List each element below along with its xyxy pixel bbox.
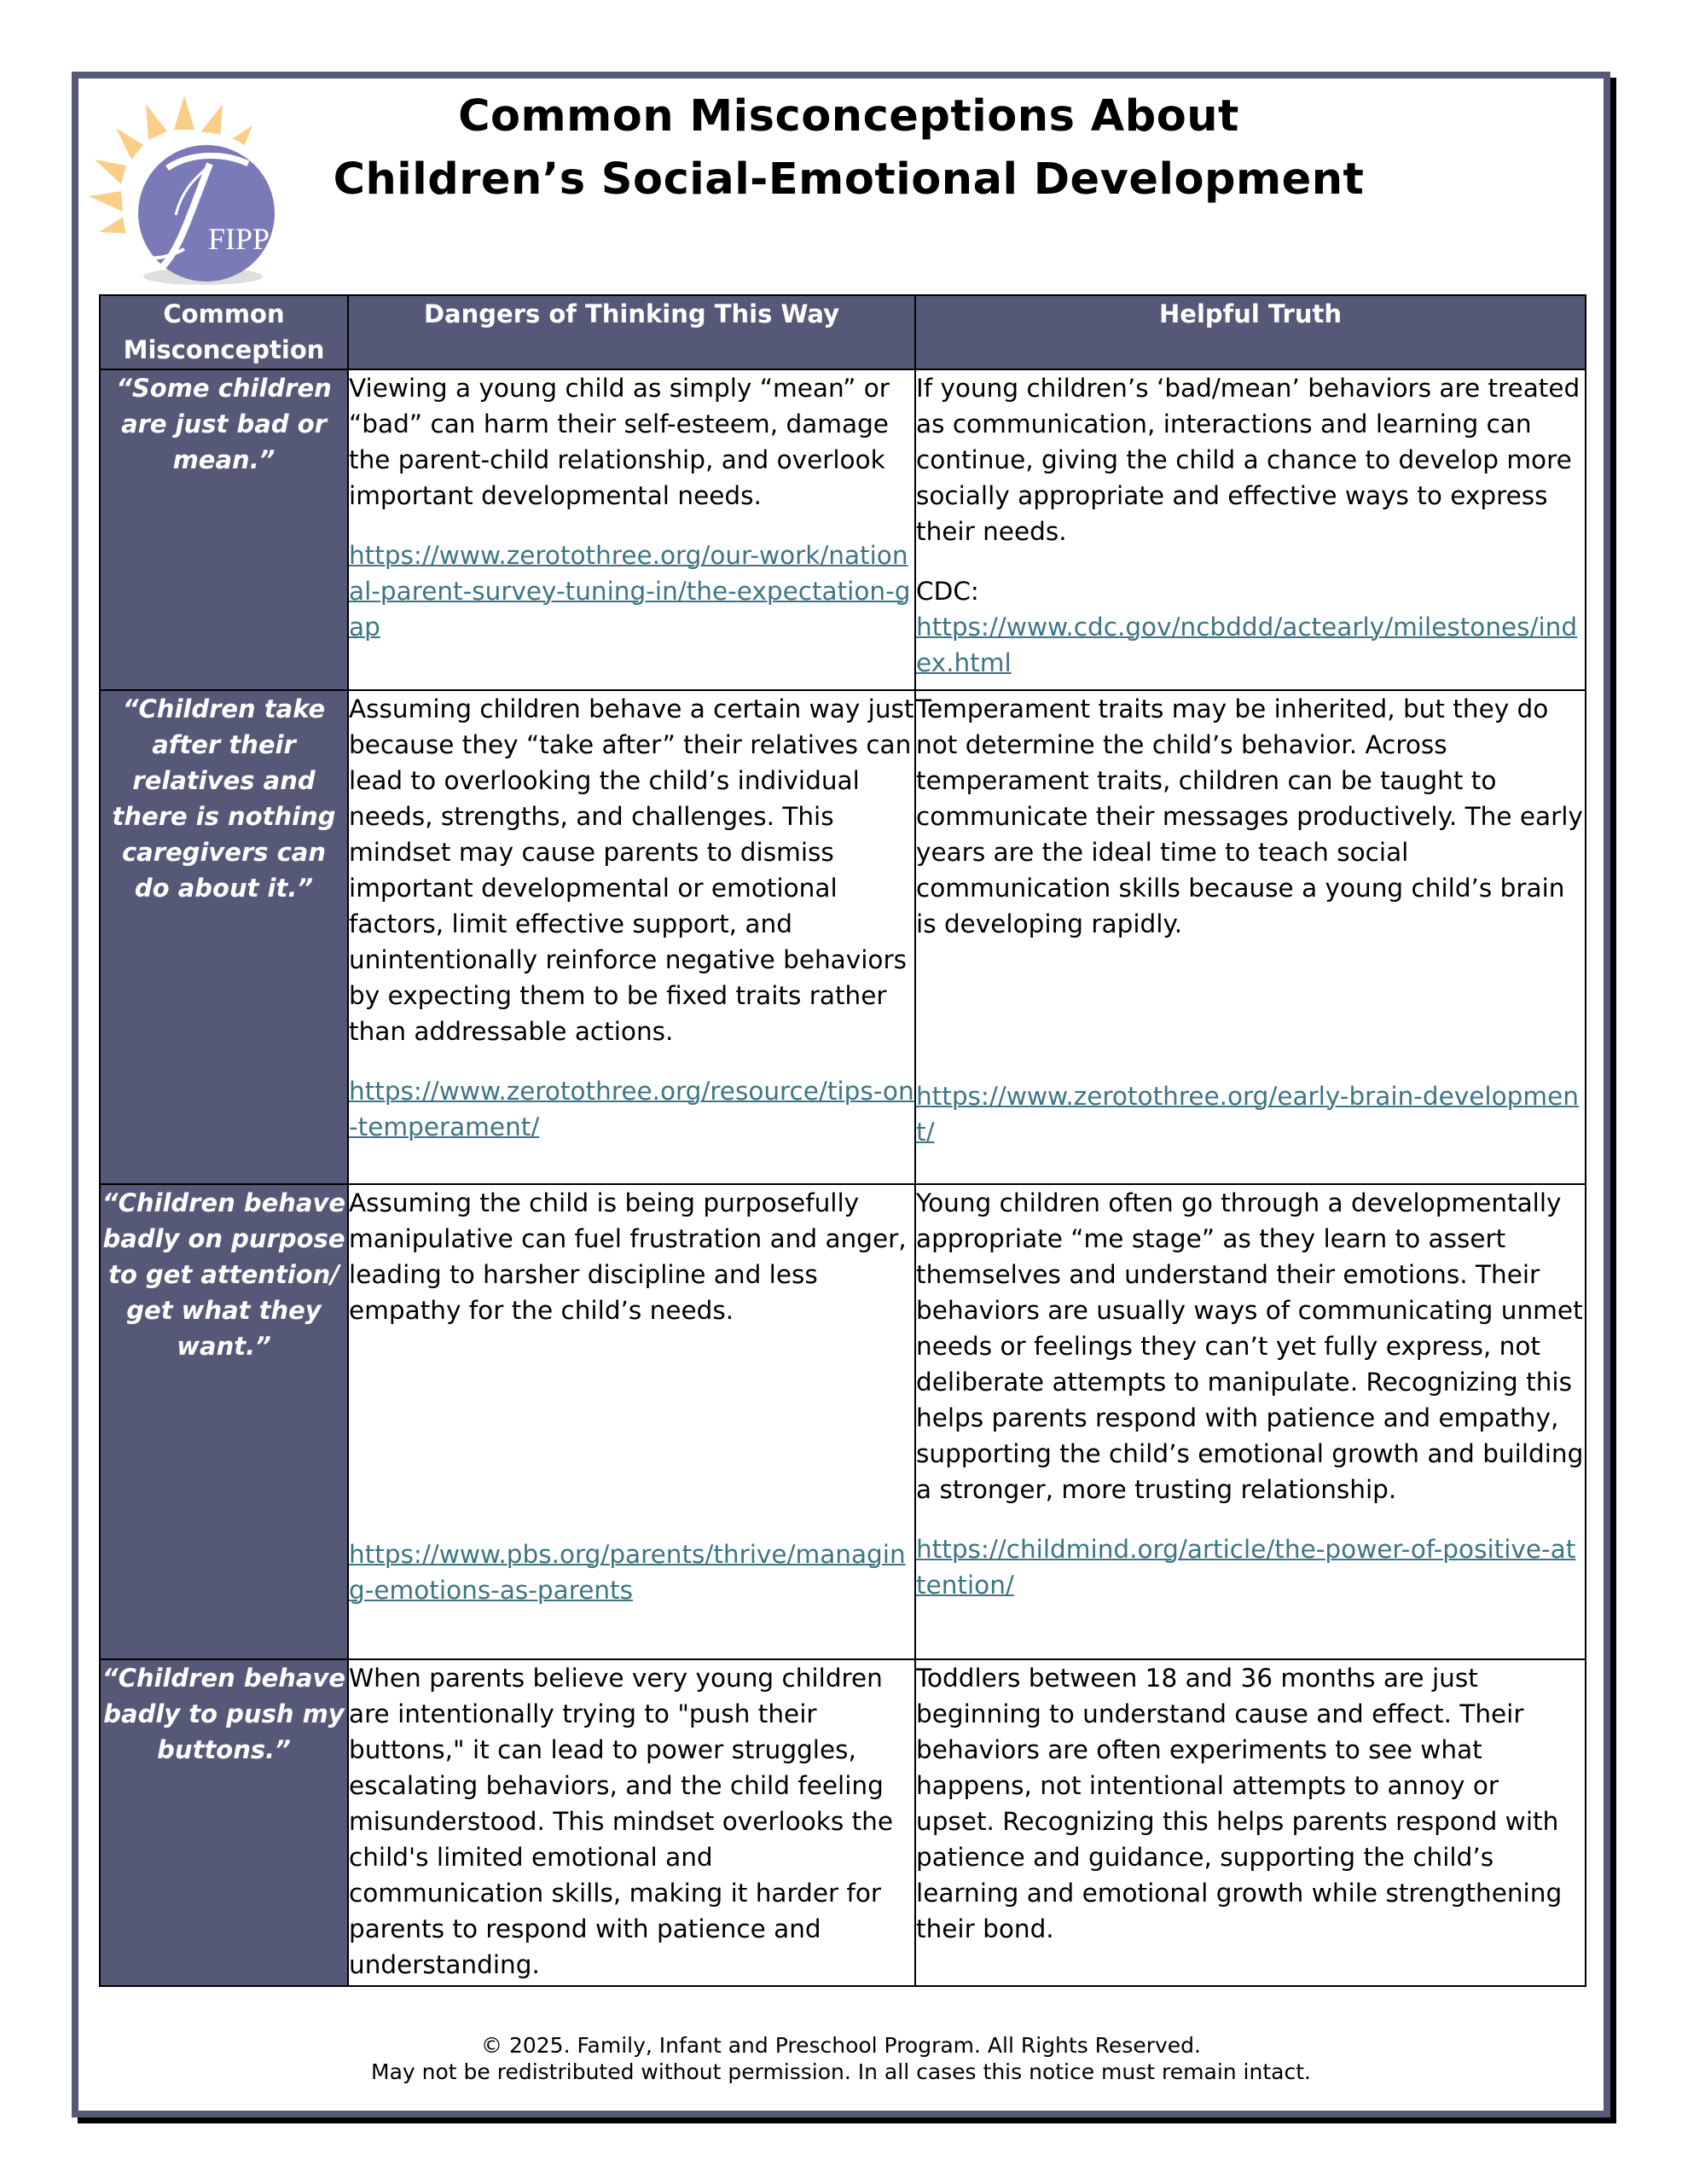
title-line-1: Common Misconceptions About — [458, 91, 1239, 142]
copyright-footer — [72, 2032, 1610, 2085]
table-row — [100, 1659, 1586, 1986]
svg-text:FIPP: FIPP — [208, 222, 270, 256]
dangers-cell — [348, 369, 915, 690]
table-row — [100, 369, 1586, 690]
dangers-cell — [348, 1184, 915, 1659]
redistribution-notice: May not be redistributed without permission. In all cases this notice must remain intact. — [371, 2059, 1311, 2084]
dangers-link[interactable]: https://www.zerotothree.org/resource/tips-on-temperament/ — [349, 1077, 914, 1141]
page-title — [256, 85, 1441, 212]
dangers-link[interactable]: https://www.pbs.org/parents/thrive/managing-emotions-as-parents — [349, 1540, 906, 1605]
truth-link[interactable]: https://childmind.org/article/the-power-of-positive-attention/ — [916, 1535, 1576, 1600]
truth-link[interactable]: https://www.zerotothree.org/early-brain-development/ — [916, 1082, 1579, 1147]
header-misconception: Common Misconception — [100, 295, 348, 369]
dangers-text: Assuming the child is being purposefully manipulative can fuel frustration and anger, leading to harsher discipline and less empathy for the child’s needs. — [349, 1188, 907, 1325]
truth-text: Temperament traits may be inherited, but they do not determine the child’s behavior. Across temperament traits, children can be taught to communicate their messages productively. The early years are the ideal time to teach social communication skills because a young child’s brain is developing rapidly. — [916, 694, 1583, 938]
title-line-2: Children’s Social-Emotional Development — [333, 154, 1365, 205]
table-header-row — [100, 295, 1586, 369]
truth-cell — [915, 1184, 1586, 1659]
misconception-cell: “Children behave badly to push my buttons.” — [100, 1659, 348, 1986]
misconception-cell: “Some children are just bad or mean.” — [100, 369, 348, 690]
table-row — [100, 1184, 1586, 1659]
header-dangers: Dangers of Thinking This Way — [348, 295, 915, 369]
truth-link[interactable]: https://www.cdc.gov/ncbddd/actearly/milestones/index.html — [916, 613, 1578, 677]
dangers-text: Assuming children behave a certain way just because they “take after” their relatives can lead to overlooking the child’s individual needs, strengths, and challenges. This mindset may cause parents to dismiss important developmental or emotional factors, limit effective support, and unintentionally reinforce negative behaviors by expecting them to be fixed traits rather than addressable actions. — [349, 694, 914, 1046]
truth-text: Young children often go through a developmentally appropriate “me stage” as they learn to assert themselves and understand their emotions. Their behaviors are usually ways of communicating unmet needs or feelings they can’t yet fully express, not deliberate attempts to manipulate. Recognizing this helps parents respond with patience and empathy, supporting the child’s emotional growth and building a stronger, more trusting relationship. — [916, 1188, 1584, 1504]
dangers-text: Viewing a young child as simply “mean” or “bad” can harm their self-esteem, damage the parent-child relationship, and overlook important developmental needs. — [349, 374, 890, 510]
truth-text: Toddlers between 18 and 36 months are just beginning to understand cause and effect. Their behaviors are often experiments to see what happens, not intentional attempts to annoy or upset. Recognizing this helps parents respond with patience and guidance, supporting the child’s learning and emotional growth while strengthening their bond. — [916, 1664, 1563, 1943]
copyright-line: © 2025. Family, Infant and Preschool Program. All Rights Reserved. — [481, 2033, 1201, 2058]
truth-cell — [915, 369, 1586, 690]
misconception-cell: “Children behave badly on purpose to get attention/ get what they want.” — [100, 1184, 348, 1659]
header-truth: Helpful Truth — [915, 295, 1586, 369]
dangers-cell — [348, 690, 915, 1184]
truth-cell — [915, 690, 1586, 1184]
truth-source-label: CDC: — [916, 577, 979, 606]
dangers-cell — [348, 1659, 915, 1986]
misconceptions-table — [99, 294, 1586, 1987]
dangers-text: When parents believe very young children are intentionally trying to "push their buttons," it can lead to power struggles, escalating behaviors, and the child feeling misunderstood. This mindset overlooks the child's limited emotional and communication skills, making it harder for parents to respond with patience and understanding. — [349, 1664, 894, 1979]
truth-cell — [915, 1659, 1586, 1986]
table-row — [100, 690, 1586, 1184]
dangers-link[interactable]: https://www.zerotothree.org/our-work/national-parent-survey-tuning-in/the-expectation-gap — [349, 541, 911, 642]
misconception-cell: “Children take after their relatives and there is nothing caregivers can do about it.” — [100, 690, 348, 1184]
truth-text: If young children’s ‘bad/mean’ behaviors are treated as communication, interactions and learning can continue, giving the child a chance to develop more socially appropriate and effective ways to express their needs. — [916, 374, 1580, 546]
